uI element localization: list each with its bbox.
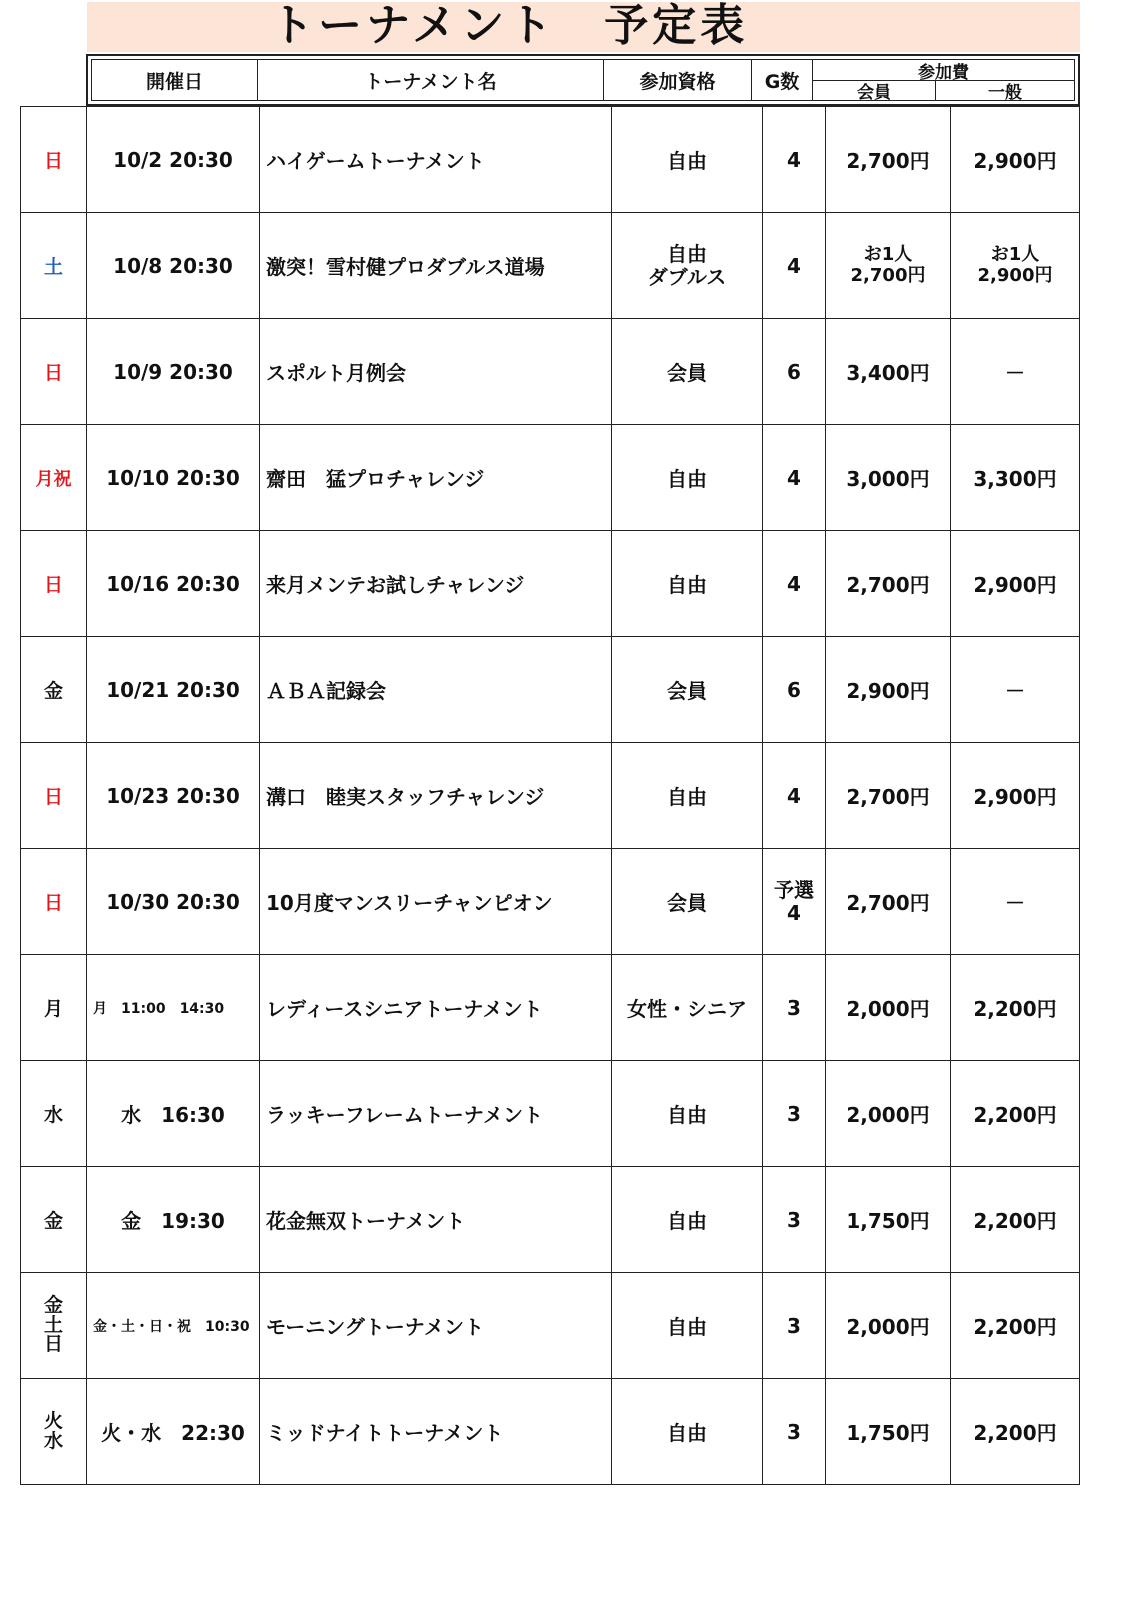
member-fee-cell: 2,900円: [825, 637, 950, 742]
day-cell: 日: [20, 849, 86, 954]
table-row: [20, 849, 1080, 955]
day-cell: 金: [20, 637, 86, 742]
date-cell: 金 19:30: [86, 1167, 259, 1272]
tournament-name-cell: 溝口 睦実スタッフチャレンジ: [259, 743, 611, 848]
qualification-cell: 自由: [611, 1379, 762, 1484]
qualification-cell: 会員: [611, 319, 762, 424]
schedule-table: [20, 106, 1080, 1485]
day-cell: 日: [20, 743, 86, 848]
table-row: [20, 1061, 1080, 1167]
qualification-cell: 自由: [611, 1273, 762, 1378]
member-fee-cell: 2,000円: [825, 1061, 950, 1166]
table-row: [20, 1167, 1080, 1273]
games-cell: 4: [762, 531, 825, 636]
tournament-name-cell: レディースシニアトーナメント: [259, 955, 611, 1060]
games-cell: 4: [762, 213, 825, 318]
table-row: [20, 955, 1080, 1061]
date-cell: 月 11:00 14:30: [86, 955, 259, 1060]
tournament-name-cell: スポルト月例会: [259, 319, 611, 424]
table-row: [20, 319, 1080, 425]
games-cell: 予選 4: [762, 849, 825, 954]
tournament-name-cell: 齋田 猛プロチャレンジ: [259, 425, 611, 530]
general-fee-cell: お1人 2,900円: [950, 213, 1080, 318]
games-cell: 6: [762, 319, 825, 424]
header-general: 一般: [988, 83, 1022, 103]
date-cell: 10/30 20:30: [86, 849, 259, 954]
date-cell: 10/16 20:30: [86, 531, 259, 636]
general-fee-cell: 2,200円: [950, 955, 1080, 1060]
games-cell: 4: [762, 107, 825, 212]
general-fee-cell: 2,900円: [950, 743, 1080, 848]
header-date: 開催日: [92, 60, 258, 100]
day-cell: 日: [20, 107, 86, 212]
games-cell: 3: [762, 1379, 825, 1484]
member-fee-cell: 3,400円: [825, 319, 950, 424]
header-qualification: 参加資格: [604, 60, 752, 100]
general-fee-cell: －: [950, 319, 1080, 424]
tournament-name-cell: 10月度マンスリーチャンピオン: [259, 849, 611, 954]
qualification-cell: 自由: [611, 743, 762, 848]
tournament-name-cell: ハイゲームトーナメント: [259, 107, 611, 212]
qualification-cell: 女性・シニア: [611, 955, 762, 1060]
day-cell: 日: [20, 531, 86, 636]
general-fee-cell: 3,300円: [950, 425, 1080, 530]
day-cell: 月: [20, 955, 86, 1060]
member-fee-cell: 1,750円: [825, 1379, 950, 1484]
general-fee-cell: 2,200円: [950, 1167, 1080, 1272]
qualification-cell: 会員: [611, 637, 762, 742]
general-fee-cell: －: [950, 637, 1080, 742]
qualification-cell: 自由: [611, 531, 762, 636]
table-row: [20, 531, 1080, 637]
member-fee-cell: 2,000円: [825, 1273, 950, 1378]
day-cell: 土: [20, 213, 86, 318]
date-cell: 水 16:30: [86, 1061, 259, 1166]
tournament-name-cell: ラッキーフレームトーナメント: [259, 1061, 611, 1166]
date-cell: 10/9 20:30: [86, 319, 259, 424]
member-fee-cell: 2,700円: [825, 531, 950, 636]
table-row: [20, 213, 1080, 319]
games-cell: 4: [762, 425, 825, 530]
member-fee-cell: 1,750円: [825, 1167, 950, 1272]
day-cell: 日: [20, 319, 86, 424]
date-cell: 金・土・日・祝 10:30: [86, 1273, 259, 1378]
games-cell: 3: [762, 955, 825, 1060]
tournament-name-cell: 来月メンテお試しチャレンジ: [259, 531, 611, 636]
member-fee-cell: 2,000円: [825, 955, 950, 1060]
games-cell: 6: [762, 637, 825, 742]
header-fee-group: [813, 60, 1074, 103]
page-title: トーナメント 予定表: [270, 0, 749, 51]
table-header: [86, 54, 1080, 106]
general-fee-cell: 2,900円: [950, 531, 1080, 636]
header-fee: 参加費: [813, 60, 1074, 81]
date-cell: 10/10 20:30: [86, 425, 259, 530]
member-fee-cell: お1人 2,700円: [825, 213, 950, 318]
tournament-name-cell: 激突！雪村健プロダブルス道場: [259, 213, 611, 318]
qualification-cell: 自由: [611, 1061, 762, 1166]
qualification-cell: 自由 ダブルス: [611, 213, 762, 318]
table-row: [20, 743, 1080, 849]
member-fee-cell: 2,700円: [825, 743, 950, 848]
day-cell: 金 土 日: [20, 1273, 86, 1378]
general-fee-cell: 2,200円: [950, 1061, 1080, 1166]
table-row: [20, 425, 1080, 531]
day-cell: 水: [20, 1061, 86, 1166]
general-fee-cell: 2,900円: [950, 107, 1080, 212]
date-cell: 10/21 20:30: [86, 637, 259, 742]
member-fee-cell: 2,700円: [825, 849, 950, 954]
games-cell: 4: [762, 743, 825, 848]
table-row: [20, 1379, 1080, 1485]
date-cell: 10/23 20:30: [86, 743, 259, 848]
general-fee-cell: 2,200円: [950, 1379, 1080, 1484]
day-cell: 金: [20, 1167, 86, 1272]
games-cell: 3: [762, 1273, 825, 1378]
member-fee-cell: 3,000円: [825, 425, 950, 530]
qualification-cell: 会員: [611, 849, 762, 954]
tournament-name-cell: モーニングトーナメント: [259, 1273, 611, 1378]
qualification-cell: 自由: [611, 425, 762, 530]
date-cell: 火・水 22:30: [86, 1379, 259, 1484]
table-row: [20, 1273, 1080, 1379]
date-cell: 10/8 20:30: [86, 213, 259, 318]
header-name: トーナメント名: [258, 60, 604, 100]
qualification-cell: 自由: [611, 1167, 762, 1272]
games-cell: 3: [762, 1061, 825, 1166]
date-cell: 10/2 20:30: [86, 107, 259, 212]
table-row: [20, 107, 1080, 213]
day-cell: 火 水: [20, 1379, 86, 1484]
table-row: [20, 637, 1080, 743]
header-member: 会員: [813, 81, 936, 100]
tournament-name-cell: 花金無双トーナメント: [259, 1167, 611, 1272]
day-cell: 月祝: [20, 425, 86, 530]
qualification-cell: 自由: [611, 107, 762, 212]
tournament-name-cell: ミッドナイトトーナメント: [259, 1379, 611, 1484]
games-cell: 3: [762, 1167, 825, 1272]
general-fee-cell: 2,200円: [950, 1273, 1080, 1378]
tournament-name-cell: ＡＢＡ記録会: [259, 637, 611, 742]
general-fee-cell: －: [950, 849, 1080, 954]
header-games: G数: [752, 60, 813, 100]
member-fee-cell: 2,700円: [825, 107, 950, 212]
